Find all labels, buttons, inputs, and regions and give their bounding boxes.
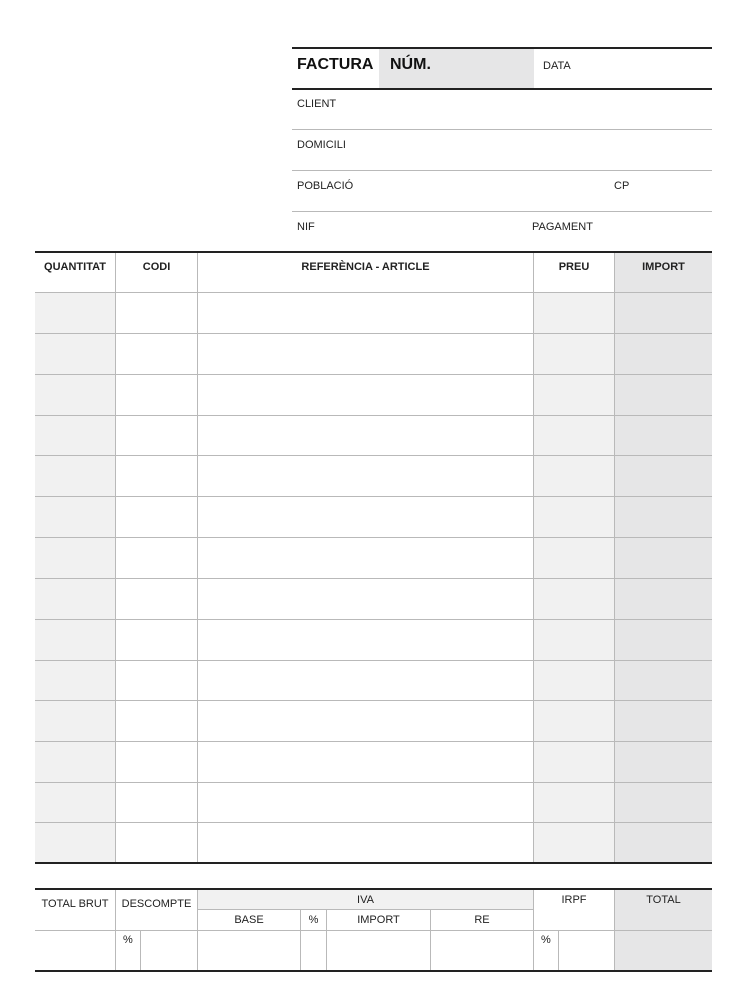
row-divider [35, 455, 712, 456]
row-divider [35, 619, 712, 620]
payment-field[interactable] [595, 213, 710, 251]
date-field[interactable] [580, 49, 710, 88]
row-divider [35, 782, 712, 783]
iva-re-field[interactable] [431, 932, 532, 969]
irpf-pct-marker: % [541, 934, 551, 946]
row-divider [35, 292, 712, 293]
column-header-import: IMPORT [642, 261, 685, 273]
invoice-number-label: NÚM. [390, 56, 431, 73]
row-divider [35, 496, 712, 497]
iva-pct-label: % [308, 914, 319, 926]
iva-re-label: RE [474, 914, 490, 926]
row-divider [35, 537, 712, 538]
discount-field[interactable] [141, 932, 196, 969]
town-label: POBLACIÓ [297, 180, 354, 192]
row-divider [35, 700, 712, 701]
row-divider [35, 741, 712, 742]
iva-base-label: BASE [234, 914, 264, 926]
totals-top-rule [35, 888, 712, 890]
iva-base-field[interactable] [198, 932, 299, 969]
row-divider [35, 660, 712, 661]
totals-header-divider [35, 930, 712, 931]
address-field[interactable] [350, 131, 710, 169]
row-divider [35, 333, 712, 334]
discount-label: DESCOMPTE [121, 898, 192, 910]
client-divider [292, 129, 712, 130]
iva-label: IVA [357, 894, 374, 906]
nif-label: NIF [297, 221, 315, 233]
total-brut-field[interactable] [36, 932, 114, 969]
client-field[interactable] [345, 90, 710, 128]
column-divider [115, 253, 116, 862]
column-header-price: PREU [558, 261, 590, 273]
address-divider [292, 170, 712, 171]
irpf-label: IRPF [561, 894, 587, 906]
client-label: CLIENT [297, 98, 337, 110]
irpf-field[interactable] [559, 932, 613, 969]
date-label: DATA [543, 60, 571, 72]
import-column-shade [615, 253, 712, 862]
row-divider [35, 578, 712, 579]
total-label: TOTAL [646, 894, 681, 906]
column-header-reference: REFERÈNCIA - ARTICLE [301, 261, 430, 273]
table-top-rule [35, 251, 712, 253]
row-divider [35, 415, 712, 416]
town-field[interactable] [355, 172, 605, 210]
row-divider [35, 374, 712, 375]
column-header-quantity: QUANTITAT [44, 261, 106, 273]
total-brut-label: TOTAL BRUT [41, 898, 109, 910]
town-divider [292, 211, 712, 212]
column-divider [614, 253, 615, 862]
iva-pct-field[interactable] [301, 932, 325, 969]
totals-bottom-rule [35, 970, 712, 972]
iva-import-field[interactable] [327, 932, 429, 969]
table-bottom-rule [35, 862, 712, 864]
iva-subheader-divider [197, 909, 533, 910]
iva-import-label: IMPORT [357, 914, 400, 926]
total-field[interactable] [615, 932, 711, 969]
address-label: DOMICILI [297, 139, 346, 151]
invoice-title: FACTURA [297, 56, 374, 73]
column-header-code: CODI [142, 261, 171, 273]
row-divider [35, 822, 712, 823]
payment-label: PAGAMENT [532, 221, 593, 233]
nif-field[interactable] [320, 213, 525, 251]
discount-pct-marker: % [123, 934, 133, 946]
postcode-field[interactable] [633, 172, 710, 210]
column-divider [533, 253, 534, 862]
postcode-label: CP [614, 180, 630, 192]
column-divider [197, 253, 198, 862]
